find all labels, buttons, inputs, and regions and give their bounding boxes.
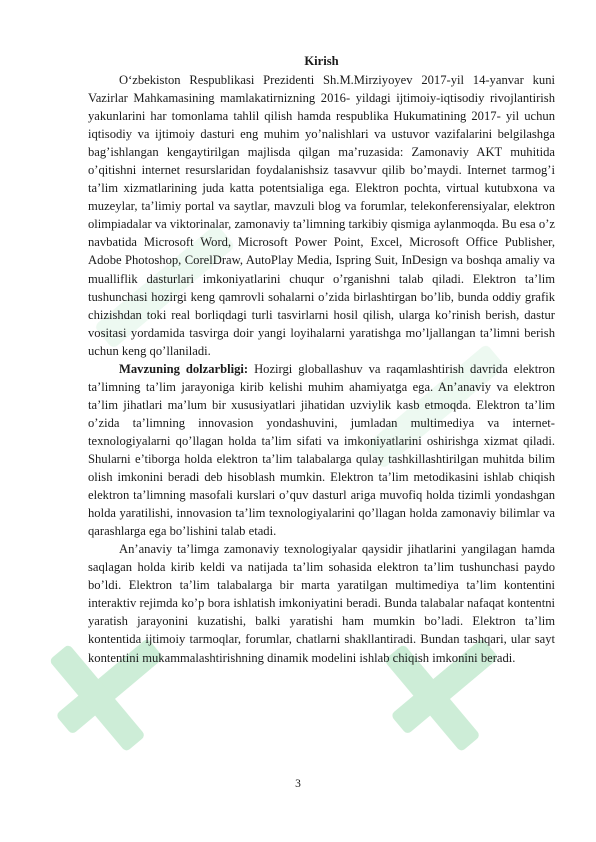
paragraph-relevance-lead: Mavzuning dolzarbligi: [119,361,249,376]
paragraph-relevance-text: Hozirgi globallashuv va raqamlashtirish davrida elektron ta’limning ta’lim jarayoniga kirib kelishi muhim ahamiyatga ega. An’anaviy va elektron ta’lim jihatlari ma’lum bir xususiyatlari jihatidan uzviylik kasb etmoqda. Elektron ta’lim o’zida ta’limning innovasion yondashuvini, jumladan multimediya va internet-texnologiyalarni qo’llagan holda ta’lim sifati va imkoniyatlarini oshirishga xizmat qiladi. Shularni e’tiborga holda elektron ta’lim talabalarga qulay tashkillashtirilgan muhitda bilim olish imkonini beradi deb hisoblash mumkin. Elektron ta’lim metodikasini ishlab chiqish elektron ta’limning masofali kurslari o’quv dasturl ariga muvofiq holda tizimli yondashgan holda yaratilishi, innovasion ta’lim texnologiyalarini qo’llagan holda zamonaviy bilimlar va qarashlarga ega bo’lishini talab etadi. [88,361,556,539]
document-page [88,52,555,667]
paragraph-relevance [88,360,555,540]
paragraph-intro [88,71,555,360]
paragraph-modern-education [88,540,555,666]
document-title: Kirish [304,54,339,68]
paragraph-intro-text: O‘zbekiston Respublikasi Prezidenti Sh.M.Mirziyoyev 2017-yil 14-yanvar kuni Vazirlar Mahkamasining mamlakatirnizning 2016- yildagi ijtimoiy-iqtisodiy rivojlantirish yakunlarini har tomonlama tahlil qilish hamda respublika Hukumatining 2017- yil uchun iqtisodiy va ijtimoiy dasturi eng muhim yo’nalishlari va ustuvor vazifalarini belgilashga bag’ishlangan kengaytirilgan majlisda qilgan ma’ruzasida: Zamonaviy AKT muhitida o’qitishni internet resurslaridan foydalanishsiz tasavvur qilib bo’maydi. Internet tarmog’i ta’lim xizmatlarining juda katta potentsialiga ega. Elektron pochta, virtual kutubxona va muzeylar, ta’limiy portal va saytlar, mavzuli blog va forumlar, telekonferensiyalar, elektron olimpiadalar va viktorinalar, zamonaviy ta’limning tarkibiy qismiga aylanmoqda. Bu esa o’z navbatida Microsoft Word, Microsoft Power Point, Excel, Microsoft Office Publisher, Adobe Photoshop, CorelDraw, AutoPlay Media, Ispring Suit, InDesign va boshqa amaliy va mualliflik dasturlari imkoniyatlarini chuqur o’rganishni talab qiladi. Elektron ta’lim tushunchasi hozirgi keng qamrovli sohalarni o’zida birlashtirgan bo’lib, bunda oddiy grafik chizishdan toki real borliqdagi turli tasvirlarni hosil qilish, ularga ko’rinish berish, dastur vositasi yordamida tasvirga doir yangi loyihalarni yaratishga mo’ljallangan ta’limni berish uchun keng qo’llaniladi. [88,73,555,358]
paragraph-modern-education-text: An’anaviy ta’limga zamonaviy texnologiyalar qaysidir jihatlarini yangilagan hamda saqlagan holda kirib keldi va natijada ta’lim sohasida elektron ta’lim tushunchasi paydo bo’ldi. Elektron ta’lim talabalarga bir marta yaratilgan multimediya ta’lim kontentini interaktiv rejimda ko’p bora ishlatish imkoniyatini beradi. Bunda talabalar nafaqat kontentni yaratish jarayonini kuzatishi, balki yaratishi ham mumkin bo’ladi. Elektron ta’lim kontentida ijtimoiy tarmoqlar, forumlar, chatlarni shakllantiradi. Bundan tashqari, ular sayt kontentini mukammalashtirishning dinamik modelini ishlab chiqish imkonini beradi. [88,542,555,665]
page-number: 3 [295,778,301,790]
